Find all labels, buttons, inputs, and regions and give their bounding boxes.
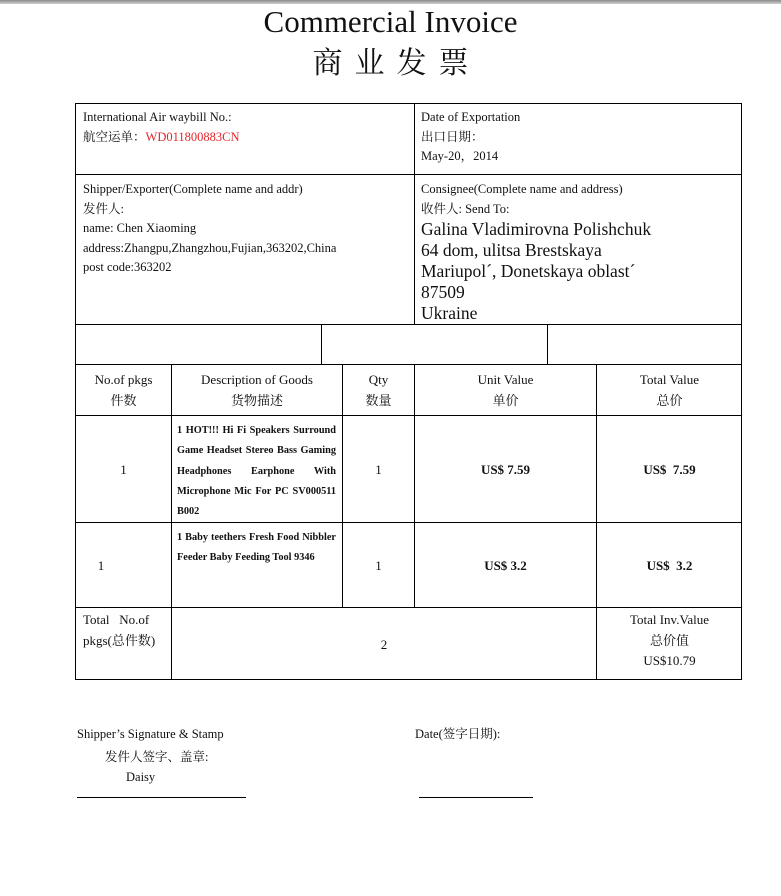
shipper-address: address:Zhangpu,Zhangzhou,Fujian,363202,China (83, 240, 337, 255)
consignee-label: Consignee(Complete name and address) (421, 182, 623, 196)
row1-pkgs: 1 (120, 462, 127, 477)
shipper-name: name: Chen Xiaoming (83, 221, 197, 235)
consignee-street: 64 dom, ulitsa Brestskaya (421, 240, 602, 260)
signature-label: Shipper’s Signature & Stamp (77, 727, 224, 741)
export-date-block (421, 108, 520, 167)
row2-unit-value: US$ 3.2 (484, 558, 527, 573)
waybill-label-cn: 航空运单： (83, 129, 146, 144)
row1-total-value: US$ 7.59 (643, 462, 696, 477)
date-line (419, 797, 533, 798)
header-desc (172, 370, 342, 411)
header-pkgs (76, 370, 171, 411)
invoice-title-cn: 商业发票 (312, 47, 481, 80)
total-inv-value: US$10.79 (643, 653, 696, 668)
consignee-postcode: 87509 (421, 282, 465, 302)
signature-line (77, 797, 246, 798)
blank-row (75, 324, 742, 365)
consignee-country: Ukraine (421, 303, 478, 323)
consignee-block (421, 180, 651, 324)
consignee-city: Mariupol´, Donetskaya oblast´ (421, 261, 636, 281)
row-divider (75, 607, 742, 608)
signature-name: Daisy (126, 770, 156, 784)
divider (321, 324, 322, 365)
total-pkgs-label (83, 610, 155, 651)
export-date-value: May-20，2014 (421, 149, 499, 163)
parties-section (75, 174, 742, 325)
total-pkgs-label-cn: pkgs(总件数) (83, 632, 156, 648)
row1-description: 1 HOT!!! Hi Fi Speakers Surround Game Headset Stereo Bass Gaming Headphones Earphone With Microphone Mic For PC SV000511 B002 (177, 425, 336, 518)
signature-date-label: Date(签字日期): (415, 727, 501, 741)
total-inv-label-cn: 总价值 (649, 632, 689, 648)
divider (414, 174, 415, 325)
header-unit-en: Unit Value (477, 372, 534, 387)
header-desc-en: Description of Goods (201, 372, 313, 387)
header-unit-cn: 单价 (492, 392, 519, 408)
invoice-title: Commercial Invoice (263, 4, 518, 39)
header-total-cn: 总价 (656, 392, 683, 408)
row1-unit-value: US$ 7.59 (480, 462, 531, 477)
header-pkgs-cn: 件数 (110, 392, 137, 408)
waybill-number: WD011800883CN (145, 129, 240, 144)
total-inv-label: Total Inv.Value (629, 612, 710, 627)
shipper-label: Shipper/Exporter(Complete name and addr) (83, 182, 303, 196)
total-inv-value-block (597, 610, 742, 672)
header-unit (415, 370, 596, 411)
header-total-en: Total Value (639, 372, 700, 387)
header-pkgs-en: No.of pkgs (94, 372, 153, 387)
header-qty-cn: 数量 (365, 392, 392, 408)
row2-total-value: US$ 3.2 (646, 558, 693, 573)
waybill-section (75, 103, 742, 175)
shipper-block (83, 180, 336, 278)
row2-pkgs: 1 (97, 558, 105, 573)
header-desc-cn: 货物描述 (230, 392, 283, 408)
header-qty-en: Qty (368, 372, 389, 387)
waybill-label: International Air waybill No.: (83, 110, 232, 124)
export-date-label-cn: 出口日期： (421, 129, 484, 144)
row2-description: 1 Baby teethers Fresh Food Nibbler Feeder Baby Feeding Tool 9346 (177, 532, 336, 564)
signature-label-cn: 发件人签字、盖章: (105, 750, 209, 764)
waybill-block (83, 108, 240, 147)
shipper-post-code: post code:363202 (83, 260, 172, 274)
divider (414, 103, 415, 175)
row-divider (75, 522, 742, 523)
goods-table (75, 364, 742, 680)
total-pkgs-label-en: Total No.of (83, 612, 150, 627)
waybill-line (83, 128, 240, 148)
export-date-label: Date of Exportation (421, 110, 521, 124)
row-divider (75, 415, 742, 416)
shipper-label-cn: 发件人: (83, 201, 124, 216)
header-total (597, 370, 742, 411)
row1-qty: 1 (375, 462, 382, 477)
divider (547, 324, 548, 365)
row2-qty: 1 (375, 558, 382, 573)
consignee-name: Galina Vladimirovna Polishchuk (421, 219, 652, 239)
header-qty (343, 370, 414, 411)
total-pkgs-count: 2 (380, 637, 388, 652)
consignee-label-cn: 收件人: Send To: (421, 201, 510, 216)
